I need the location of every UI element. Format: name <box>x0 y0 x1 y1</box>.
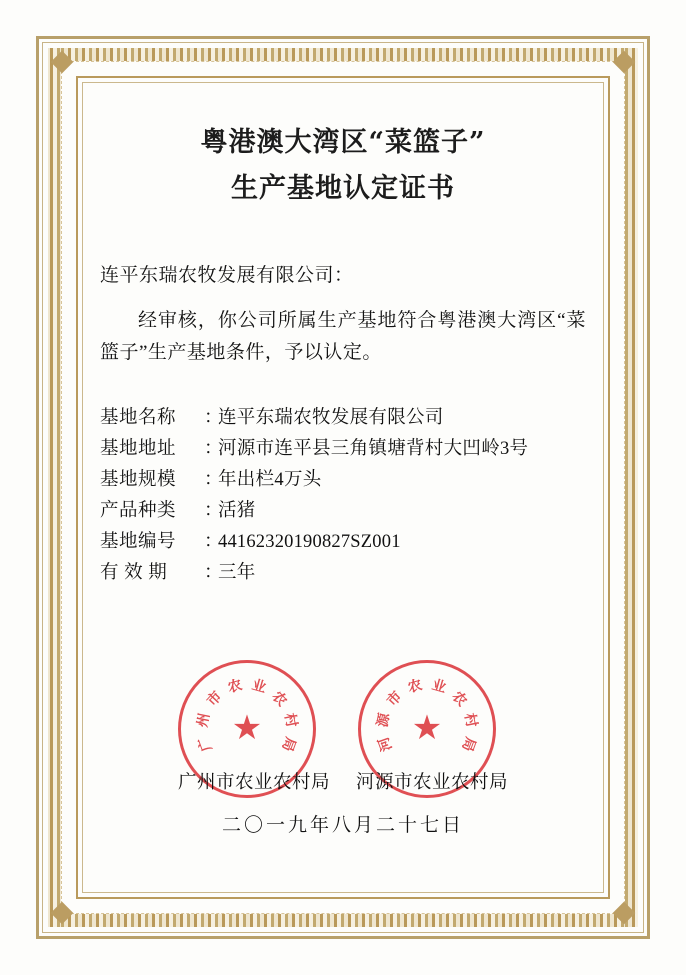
title-line-1: 粤港澳大湾区“菜篮子” <box>200 127 486 158</box>
field-value-base-address: 河源市连平县三角镇塘背村大凹岭3号 <box>218 439 529 459</box>
seal-char: 市 <box>204 688 226 710</box>
field-label-base-code: 基地编号 <box>100 532 177 552</box>
seal-char: 州 <box>194 711 214 729</box>
signature-heyuan: 河源市农业农村局 <box>356 773 509 793</box>
field-label-validity: 有 效 期 <box>100 563 168 583</box>
field-row <box>100 558 586 588</box>
seal-char: 农 <box>448 688 470 710</box>
field-value-product-type: 活猪 <box>218 501 256 521</box>
seal-char: 业 <box>250 677 268 697</box>
seal-char: 广 <box>195 734 216 754</box>
field-row <box>100 403 586 433</box>
field-colon: ： <box>204 439 223 459</box>
star-icon: ★ <box>411 710 443 747</box>
seal-char: 村 <box>280 711 300 729</box>
seal-char: 农 <box>226 677 244 697</box>
field-row <box>100 434 586 464</box>
salutation-text: 连平东瑞农牧发展有限公司： <box>100 265 354 286</box>
seal-char: 局 <box>458 734 479 754</box>
field-row <box>100 527 586 557</box>
title-line-2: 生产基地认定证书 <box>231 173 455 204</box>
seal-char: 源 <box>374 711 394 729</box>
field-label-base-name: 基地名称 <box>100 408 177 428</box>
issue-date: 二〇一九年八月二十七日 <box>221 815 464 836</box>
field-list <box>100 403 586 588</box>
field-colon: ： <box>204 408 223 428</box>
seal-char: 农 <box>406 677 424 697</box>
field-value-base-scale: 年出栏4万头 <box>218 470 322 490</box>
certificate-title <box>100 120 586 212</box>
field-row <box>100 465 586 495</box>
seal-char: 农 <box>268 688 290 710</box>
body-paragraph: 经审核，你公司所属生产基地符合粤港澳大湾区“菜篮子”生产基地条件，予以认定。 <box>100 310 586 363</box>
seal-char: 村 <box>460 711 480 729</box>
field-label-product-type: 产品种类 <box>100 501 177 521</box>
seal-char: 业 <box>430 677 448 697</box>
seal-char: 河 <box>375 734 396 754</box>
star-icon: ★ <box>231 710 263 747</box>
field-value-base-code: 44162320190827SZ001 <box>218 532 401 552</box>
seal-char: 局 <box>278 734 299 754</box>
field-label-base-scale: 基地规模 <box>100 470 177 490</box>
field-colon: ： <box>204 470 223 490</box>
field-colon: ： <box>204 532 223 552</box>
signature-row <box>100 768 586 794</box>
field-row <box>100 496 586 526</box>
field-colon: ： <box>204 563 223 583</box>
field-value-base-name: 连平东瑞农牧发展有限公司 <box>218 408 444 428</box>
field-colon: ： <box>204 501 223 521</box>
signature-guangzhou: 广州市农业农村局 <box>177 773 330 793</box>
field-value-validity: 三年 <box>218 563 256 583</box>
seal-char: 市 <box>384 688 406 710</box>
certificate-content <box>100 120 586 875</box>
field-label-base-address: 基地地址 <box>100 439 177 459</box>
